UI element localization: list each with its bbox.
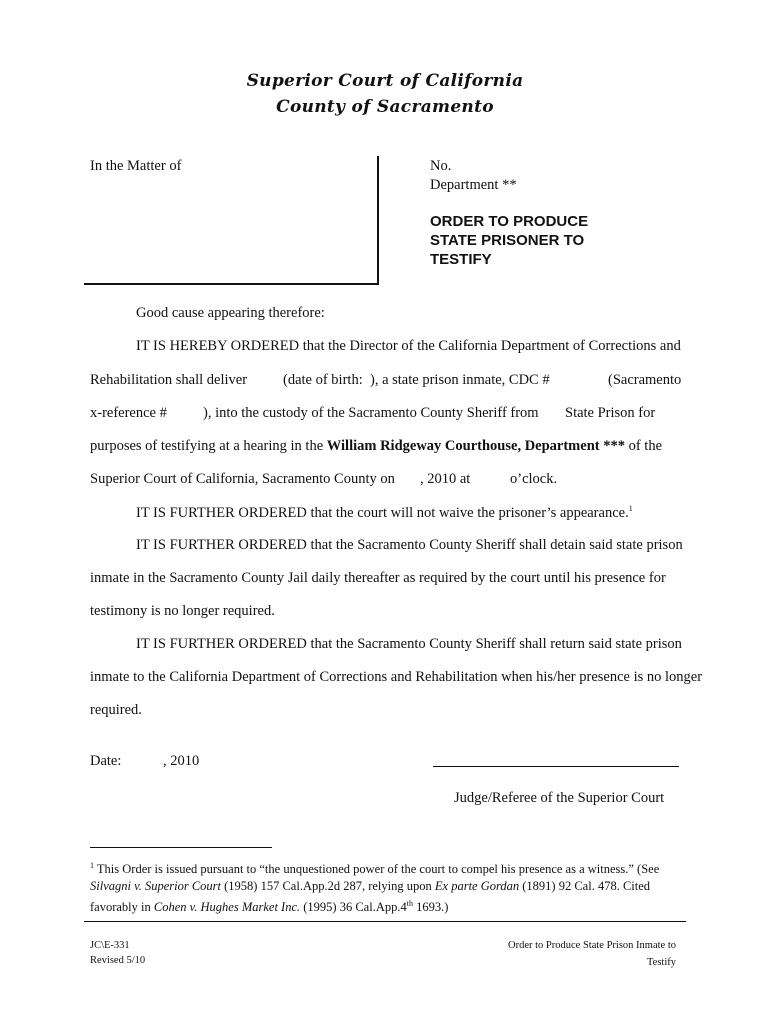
- order-title-line-2: STATE PRISONER TO: [430, 232, 585, 249]
- footnote-separator: [90, 847, 272, 848]
- county-name: County of Sacramento: [276, 97, 494, 117]
- order-p4-line-2: inmate to the California Department of Corrections and Rehabilitation when his/her presence is no longer: [90, 669, 703, 685]
- footnote-line-3c: (1995) 36 Cal.App.4: [300, 900, 407, 915]
- case-cohen: Cohen v. Hughes Market Inc.: [153, 900, 301, 915]
- order-p1-line-4a: purposes of testifying at a hearing in the: [90, 438, 327, 454]
- order-p1-line-5b: , 2010 at: [420, 471, 471, 487]
- in-matter-of-label: In the Matter of: [90, 158, 182, 174]
- footnote-marker: 1: [90, 861, 94, 870]
- footnote-line-2d: (1891) 92 Cal. 478. Cited: [519, 879, 651, 894]
- order-p1-line-3b: ), into the custody of the Sacramento County Sheriff from: [203, 405, 539, 421]
- order-title: [430, 212, 650, 269]
- date-year: , 2010: [163, 753, 200, 769]
- signature-line: [433, 766, 679, 767]
- case-silvagni: Silvagni v. Superior Court: [90, 879, 222, 894]
- order-p4-line-3: required.: [90, 702, 142, 718]
- order-p3-line-1: IT IS FURTHER ORDERED that the Sacramento County Sheriff shall detain said state prison: [136, 537, 683, 553]
- order-p1-line-2c: ), a state prison inmate, CDC #: [370, 372, 550, 388]
- order-p3-line-2: inmate in the Sacramento County Jail daily thereafter as required by the court until his presence for: [90, 570, 666, 586]
- case-ex-parte-gordan: Ex parte Gordan: [434, 879, 520, 894]
- footnote-line-2: [90, 878, 710, 895]
- order-p3-line-3: testimony is no longer required.: [90, 603, 275, 619]
- footnote-line-1-text: This Order is issued pursuant to “the unquestioned power of the court to compel his presence as a witness.” (See: [96, 862, 660, 877]
- order-p1-line-4: [90, 438, 662, 455]
- order-p2-text: IT IS FURTHER ORDERED that the court will not waive the prisoner’s appearance.: [136, 504, 629, 521]
- footnote-line-2b: (1958) 157 Cal.App.2d 287, relying upon: [221, 879, 435, 894]
- order-p4-line-1: IT IS FURTHER ORDERED that the Sacramento County Sheriff shall return said state prison: [136, 636, 682, 652]
- footnote-line-1: [90, 857, 710, 878]
- order-p1-line-2d: (Sacramento: [608, 372, 682, 388]
- caption-horizontal-rule: [84, 283, 379, 285]
- order-p1-line-1: IT IS HEREBY ORDERED that the Director of the California Department of Corrections and: [136, 338, 681, 354]
- order-p1-line-3c: State Prison for: [565, 405, 656, 421]
- case-number-label: No.: [430, 158, 452, 174]
- footnote-line-3-sup: th: [406, 899, 413, 909]
- footnote-line-3: [90, 895, 710, 916]
- judge-label: Judge/Referee of the Superior Court: [454, 790, 665, 806]
- courthouse-department: William Ridgeway Courthouse, Department ***: [326, 438, 625, 454]
- order-p2: [136, 504, 633, 522]
- order-p1-line-3a: x-reference #: [90, 405, 167, 421]
- date-label: Date:: [90, 753, 122, 769]
- order-title-line-1: ORDER TO PRODUCE: [430, 213, 589, 230]
- order-p1-line-2b: (date of birth:: [283, 372, 363, 388]
- order-p1-line-2a: Rehabilitation shall deliver: [90, 372, 248, 388]
- order-p1-line-4c: of the: [624, 438, 663, 454]
- footnote: [90, 857, 710, 916]
- department-label: Department **: [430, 177, 517, 193]
- order-p1-line-5c: o’clock.: [510, 471, 558, 487]
- form-title: Order to Produce State Prison Inmate to Testify: [508, 940, 676, 968]
- form-revised: Revised 5/10: [90, 955, 146, 966]
- footnote-ref: 1: [628, 504, 633, 513]
- good-cause-text: Good cause appearing therefore:: [136, 305, 325, 321]
- order-p1-line-5a: Superior Court of California, Sacramento County on: [90, 471, 395, 487]
- court-name: Superior Court of California: [246, 71, 524, 91]
- caption-vertical-rule: [377, 156, 379, 284]
- page-footer-rule: [84, 921, 686, 922]
- footnote-line-3a: favorably in: [90, 900, 154, 915]
- form-number: JC\E-331: [90, 940, 130, 951]
- order-title-line-3: TESTIFY: [430, 251, 492, 268]
- footnote-line-3e: 1693.): [412, 900, 449, 915]
